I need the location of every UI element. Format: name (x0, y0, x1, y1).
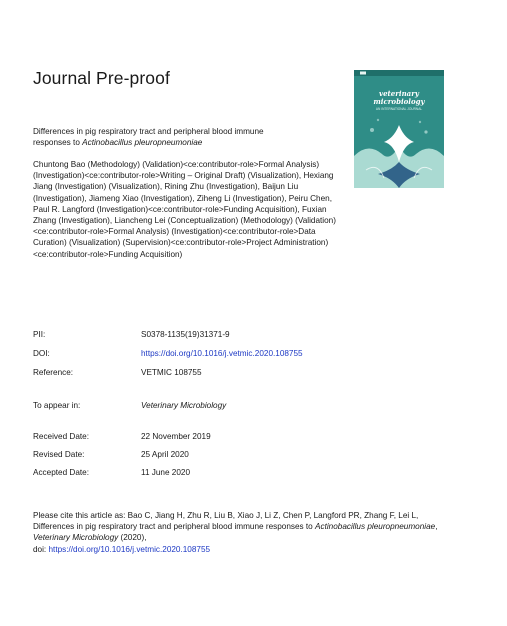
citation-journal: Veterinary Microbiology (33, 533, 119, 543)
citation-text: Please cite this article as: Bao C, Jiang H, Zhu R, Liu B, Xiao J, Li Z, Chen P, Langford PR, Zhang F, Lei L, Differences in pig respiratory tract and peripheral blood immune responses to (33, 511, 419, 532)
appear-in-label: To appear in: (33, 401, 81, 410)
article-title-species: Actinobacillus pleuropneumoniae (82, 138, 203, 148)
reference-label: Reference: (33, 368, 74, 377)
received-date-label: Received Date: (33, 432, 89, 441)
doi-link[interactable]: https://doi.org/10.1016/j.vetmic.2020.108755 (141, 349, 303, 358)
doi-label: DOI: (33, 349, 50, 358)
citation-separator: , (435, 522, 438, 532)
page-heading: Journal Pre-proof (33, 68, 170, 88)
cover-title-line2: microbiology (373, 96, 425, 106)
cover-title (354, 90, 444, 105)
accepted-date-value: 11 June 2020 (141, 468, 191, 477)
received-date-value: 22 November 2019 (141, 432, 211, 441)
journal-cover-image (354, 70, 444, 188)
article-title (33, 126, 343, 148)
citation-year: (2020), (118, 533, 147, 543)
revised-date-value: 25 April 2020 (141, 450, 189, 459)
cover-title-line1: veterinary (379, 89, 419, 98)
citation-doi-prefix: doi: (33, 544, 49, 554)
cover-subtitle: AN INTERNATIONAL JOURNAL (375, 107, 423, 111)
reference-value: VETMIC 108755 (141, 368, 202, 377)
author-list: Chuntong Bao (Methodology) (Validation)<ce:contributor-role>Formal Analysis) (Investigation)<ce:contributor-role>Writing – Original Draft) (Visualization), Hexiang Jiang (Investigation) (Visualization), Rining Zhu (Investigation), Baijun Liu (Investigation), Jiameng Xiao (Investigation), Ziheng Li (Investigation), Peiru Chen, Paul R. Langford (Investigation)<ce:contributor-role>Funding Acquisition), Fuxian Zhang (Investigation), Liancheng Lei (Conceptualization) (Methodology) (Validation)<ce:contributor-role>Formal Analysis) (Investigation)<ce:contributor-role>Data Curation) (Visualization) (Supervision)<ce:contributor-role>Project Administration)<ce:contributor-role>Funding Acquisition) (33, 160, 336, 259)
citation-doi-link[interactable]: https://doi.org/10.1016/j.vetmic.2020.108755 (48, 544, 211, 554)
article-title-line1: Differences in pig respiratory tract and peripheral blood immune (33, 127, 264, 136)
article-title-line2: responses to (33, 138, 83, 148)
accepted-date-label: Accepted Date: (33, 468, 89, 477)
journal-name: Veterinary Microbiology (141, 401, 227, 410)
pii-label: PII: (33, 330, 46, 339)
pii-value: S0378-1135(19)31371-9 (141, 330, 230, 339)
citation-block (33, 510, 453, 555)
citation-species: Actinobacillus pleuropneumoniae (315, 522, 436, 532)
cover-artwork (354, 70, 444, 188)
revised-date-label: Revised Date: (33, 450, 85, 459)
